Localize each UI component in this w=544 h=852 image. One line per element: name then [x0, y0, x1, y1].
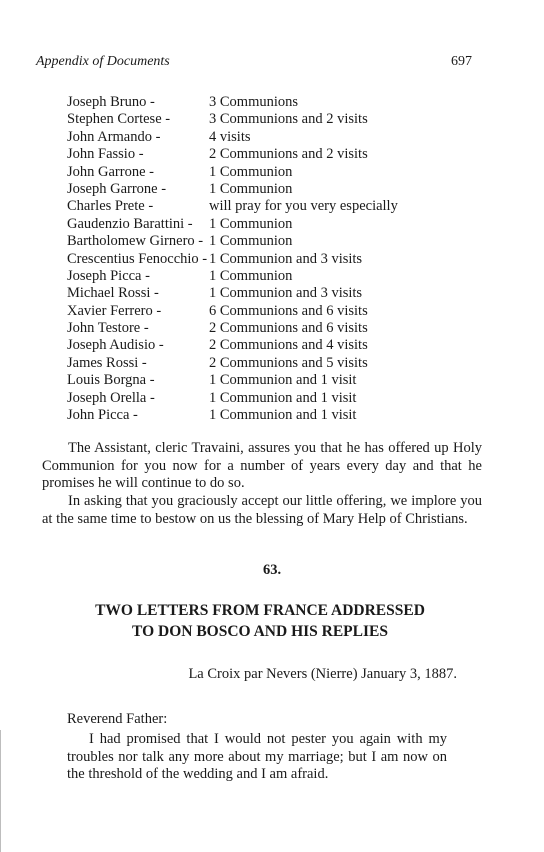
list-item — [67, 303, 487, 320]
header-title: Appendix of Documents — [36, 54, 170, 69]
list-item — [67, 94, 487, 111]
person-name: Joseph Picca - — [67, 267, 150, 284]
person-name: Michael Rossi - — [67, 285, 159, 302]
place-date-line: La Croix par Nevers (Nierre) January 3, 1887. — [188, 666, 457, 682]
offering-desc: 1 Communion — [209, 215, 293, 232]
person-name: John Armando - — [67, 128, 161, 145]
section-number: 63. — [262, 562, 282, 578]
person-name: John Garrone - — [67, 163, 154, 180]
offering-desc: 1 Communion — [209, 180, 293, 197]
margin-rule — [0, 730, 1, 852]
offering-desc: 1 Communion — [209, 163, 293, 180]
offering-desc: 6 Communions and 6 visits — [209, 302, 368, 319]
offering-desc: 1 Communion — [209, 233, 293, 250]
person-name: Bartholomew Girnero - — [67, 233, 204, 250]
list-item — [67, 216, 487, 233]
list-item — [67, 146, 487, 163]
heading-line: TWO LETTERS FROM FRANCE ADDRESSED — [95, 602, 425, 619]
list-item — [67, 268, 487, 285]
person-name: Louis Borgna - — [67, 372, 155, 389]
person-name: Joseph Garrone - — [67, 180, 167, 197]
list-item — [67, 198, 487, 215]
offering-desc: 1 Communion and 1 visit — [209, 407, 357, 424]
offering-desc: will pray for you very especially — [209, 198, 398, 215]
offering-desc: 2 Communions and 4 visits — [209, 337, 368, 354]
list-item — [67, 320, 487, 337]
person-name: Gaudenzio Barattini - — [67, 215, 193, 232]
offering-desc: 1 Communion and 1 visit — [209, 372, 357, 389]
salutation: Reverend Father: — [67, 711, 168, 727]
letter-body: I had promised that I would not pester you again with my troubles nor talk any more about my marriage; but I am now on the threshold of the wedding and I am afraid. — [67, 731, 447, 782]
offering-desc: 1 Communion and 3 visits — [209, 285, 363, 302]
list-item — [67, 407, 487, 424]
person-name: Crescentius Fenocchio - — [67, 250, 208, 267]
person-name: John Picca - — [67, 407, 138, 424]
offering-desc: 3 Communions and 2 visits — [209, 111, 368, 128]
list-item — [67, 164, 487, 181]
list-item — [67, 337, 487, 354]
person-name: Charles Prete - — [67, 198, 154, 215]
offering-desc: 1 Communion and 1 visit — [209, 389, 357, 406]
offering-desc: 1 Communion and 3 visits — [209, 250, 363, 267]
page-number: 697 — [451, 54, 472, 69]
list-item — [67, 372, 487, 389]
list-item — [67, 181, 487, 198]
offering-desc: 2 Communions and 6 visits — [209, 320, 368, 337]
person-name: Joseph Orella - — [67, 389, 155, 406]
list-item — [67, 111, 487, 128]
offering-desc: 2 Communions and 5 visits — [209, 354, 368, 371]
person-name: James Rossi - — [67, 354, 147, 371]
section-heading — [40, 600, 480, 642]
list-item — [67, 285, 487, 302]
list-item — [67, 129, 487, 146]
offering-desc: 1 Communion — [209, 267, 293, 284]
person-name: John Fassio - — [67, 146, 144, 163]
person-name: Xavier Ferrero - — [67, 302, 162, 319]
person-name: John Testore - — [67, 320, 149, 337]
offering-desc: 2 Communions and 2 visits — [209, 146, 368, 163]
offering-desc: 4 visits — [209, 128, 251, 145]
list-item — [67, 390, 487, 407]
person-name: Joseph Audisio - — [67, 337, 164, 354]
heading-line: TO DON BOSCO AND HIS REPLIES — [132, 623, 388, 640]
list-item — [67, 233, 487, 250]
list-item — [67, 251, 487, 268]
offering-desc: 3 Communions — [209, 94, 299, 110]
list-item — [67, 355, 487, 372]
communion-list — [67, 94, 487, 424]
person-name: Joseph Bruno - — [67, 94, 155, 110]
person-name: Stephen Cortese - — [67, 111, 171, 128]
request-paragraph: In asking that you graciously accept our little offering, we implore you at the same time to bestow on us the blessing of Mary Help of Christians. — [42, 493, 482, 527]
assistant-paragraph: The Assistant, cleric Travaini, assures you that he has offered up Holy Communion for you now for a number of years every day and that he promises he will continue to do so. — [42, 440, 482, 491]
